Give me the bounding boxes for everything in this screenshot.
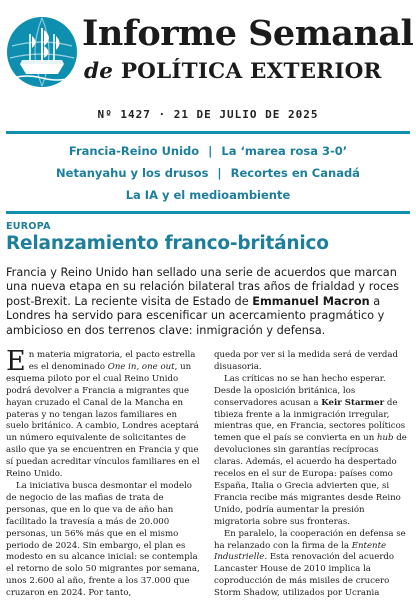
paragraph	[6, 346, 202, 481]
italic-term: Entente Industrielle	[214, 540, 387, 563]
toc-top-rule	[6, 131, 410, 134]
paragraph: queda por ver si la medida será de verdad disuasoria.	[214, 350, 399, 372]
article-column-right	[214, 350, 410, 600]
article-lede	[6, 266, 410, 338]
toc-row	[0, 184, 416, 206]
paragraph-text: Las críticas no se han hecho esperar. Desde la oposición británica, los conservadores acusan a	[214, 373, 386, 408]
masthead	[0, 0, 416, 104]
section-label: EUROPA	[6, 221, 51, 232]
toc-separator: |	[217, 166, 222, 180]
paragraph-text: podrá devolver a Francia a migrantes que hayan cruzado el Canal de la Mancha en pateras y no tengan lazos familiares en suelo británico. A cambio, Londres aceptará un número equivalente de solicitantes de asilo que ya se encuentren en Francia y que sí puedan acreditar vínculos familiares en el Reino Unido.	[6, 385, 200, 480]
publication-subtitle	[84, 58, 414, 86]
publication-title: Informe Semanal	[82, 13, 414, 54]
paragraph	[214, 374, 410, 529]
paragraph-text: de tibieza frente a la inmigración irregular, mientras que, en Francia, sectores políticos temen que el país se convierta en un	[214, 397, 406, 444]
toc-row	[0, 140, 416, 162]
table-of-contents	[0, 140, 416, 206]
toc-bottom-rule	[6, 211, 410, 214]
paragraph-text: de devoluciones sin garantías recíprocas claras. Además, el acuerdo ha despertado recelos en el sur de Europa: países como España, Italia o Grecia advierten que, si Francia recibe más migrantes desde Reino Unido, podría aumentar la presión migratoria sobre sus fronteras.	[214, 433, 407, 527]
article-headline: Relanzamiento franco-británico	[6, 233, 329, 254]
paragraph-line	[6, 362, 202, 374]
toc-item-netanyahu[interactable]: Netanyahu y los drusos	[56, 166, 209, 180]
paragraph	[214, 529, 410, 600]
toc-item-francia-reino-unido[interactable]: Francia-Reino Unido	[68, 144, 200, 158]
lede-text-2: a Londres ha servido para escenificar un acercamiento pragmático y ambicioso en dos terrenos clave: inmigración y defensa.	[6, 294, 385, 337]
ship-globe-logo[interactable]	[6, 16, 78, 88]
italic-term: hub	[376, 433, 394, 444]
lede-text-1: Francia y Reino Unido han sellado una serie de acuerdos que marcan una nueva etapa en su relación bilateral tras años de frialdad y roces post-Brexit. La reciente visita de Estado de	[6, 266, 400, 308]
paragraph-text: . Esta renovación del acuerdo Lancaster House de 2010 implica la coproducción de más misiles de crucero Storm Shadow, utilizados por Ucrania	[214, 552, 395, 599]
paragraph-line: esquema piloto por el cual Reino Unido	[6, 373, 179, 384]
article-column-left	[6, 346, 202, 600]
paragraph-text: es el denominado	[28, 361, 108, 372]
subtitle-main: POLÍTICA EXTERIOR	[120, 59, 382, 84]
toc-row	[0, 162, 416, 184]
subtitle-prefix: de	[84, 59, 114, 84]
drop-cap: E	[6, 346, 26, 377]
lede-name: Emmanuel Macron	[252, 294, 370, 308]
paragraph: La iniciativa busca desmontar el modelo de negocio de las mafias de trata de personas, que en lo que va de año han facilitado la travesía a más de 20.000 personas, un 56% más que en el mismo periodo de 2024. Sin embargo, el plan es modesto en su alcance inicial: se contempla el retorno de solo 50 migrantes por semana, unos 2.600 al año, frente a los 37.000 que cruzaron en 2024. Por tanto,	[6, 480, 200, 599]
toc-item-ia-medioambiente[interactable]: La IA y el medioambiente	[125, 188, 291, 202]
toc-item-recortes-canada[interactable]: Recortes en Canadá	[230, 166, 360, 180]
toc-item-marea-rosa[interactable]: La ‘marea rosa 3-0’	[221, 144, 348, 158]
paragraph-text: En paralelo, la cooperación en defensa se ha relanzado con la firma de la	[214, 528, 406, 551]
italic-term: One in, one out	[107, 361, 175, 372]
toc-separator: |	[208, 144, 213, 158]
issue-line: Nº 1427 · 21 DE JULIO DE 2025	[97, 108, 319, 121]
paragraph-line: n materia migratoria, el pacto estrella	[28, 350, 196, 360]
bold-name: Keir Starmer	[321, 397, 385, 408]
paragraph-text: , un	[174, 361, 192, 372]
